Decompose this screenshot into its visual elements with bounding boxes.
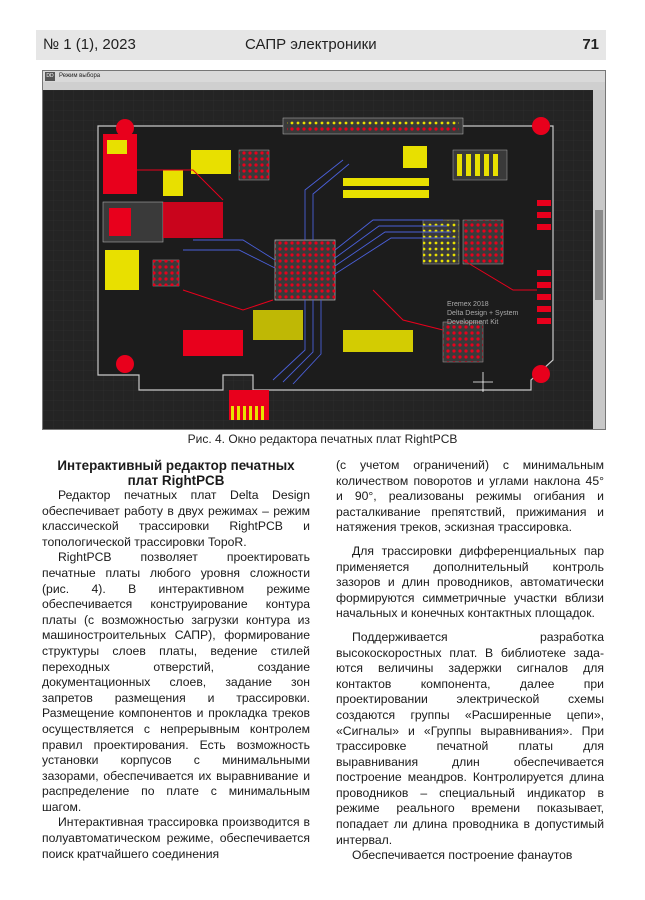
- paragraph: (с учетом ограничений) с минимальным количеством поворотов и углами наклона 45° и 90°, реализованы режимы огибания и расталкивание препятствий, прижимания и натяжения треков, эскизная трассировка.: [336, 458, 604, 535]
- pcb-editor-screenshot: [42, 70, 606, 430]
- board-silkscreen-line: Development Kit: [447, 319, 499, 326]
- mode-label: Режим выбора: [59, 73, 101, 79]
- mounting-hole: [532, 117, 550, 135]
- editor-toolbar: [43, 71, 605, 82]
- journal-title: САПР электроники: [245, 36, 377, 53]
- paragraph: Поддерживается разработка высокоскоростных плат. В библиотеке зада-ются величины задержки сигналов для контактов компонента, далее при проектировании электрической схемы создаются группы «Расширенные цепи», «Сигналы» и «Группы выравнивания». При трассировке печатной платы для выравнивания длин обеспечивается построение меандров. Контролируется длина проводников – специальный индикатор в режиме реального времени показывает, попадает ли длина проводника в допустимый интервал.: [336, 629, 604, 847]
- figure-caption: Рис. 4. Окно редактора печатных плат RightPCB: [187, 432, 458, 446]
- mounting-hole: [532, 365, 550, 383]
- paragraph: Обеспечивается построение фанаутов: [352, 848, 573, 863]
- page-header: [36, 30, 606, 60]
- section-title: Интерактивный редактор печатных плат RightPCB: [57, 458, 295, 488]
- mounting-hole: [116, 355, 134, 373]
- paragraph: Для трассировки дифференциальных пар применяется дополнительный контроль зазоров и длин проводников, автоматически формируются симметричные участки вблизи начальных и конечных контактных площадок.: [336, 543, 604, 621]
- paragraph: RightPCB позволяет проектировать печатные платы любого уровня сложности (рис. 4). В интерактивном режиме обеспечивается конструирование контура платы (с возможностью загрузки контура из машиностроительных САПР), формирование структуры слоев платы, ведение стилей переходных отверстий, создание документационных слоев, задание зон запретов размещения и трассировки. Размещение компонентов и прокладка треков осуществляется с непрерывным контролем правил проектирования. Есть возможность установки корпусов с минимальными зазорами, обеспечивается их выравнивание и распределение по плате с минимальным шагом.: [42, 550, 310, 814]
- paragraph: Интерактивная трассировка производится в полуавтоматическом режиме, обеспечивается поиск кратчайшего соединения: [42, 815, 310, 861]
- app-icon[interactable]: DD: [46, 73, 54, 79]
- board-silkscreen-line: Delta Design + System: [447, 310, 519, 317]
- pcb-canvas[interactable]: [43, 90, 593, 429]
- paragraph: Редактор печатных плат Delta Design обеспечивает работу в двух режимах – режим классической трассировки RightPCB и топологической трассировки TopoR.: [42, 488, 310, 549]
- board-silkscreen-line: Eremex 2018: [447, 301, 489, 308]
- page-number: 71: [582, 36, 599, 53]
- left-column: [42, 458, 310, 862]
- vertical-scrollbar[interactable]: [593, 90, 605, 429]
- issue-number: № 1 (1), 2023: [43, 36, 136, 53]
- scrollbar-thumb[interactable]: [595, 210, 603, 300]
- right-column: [336, 458, 604, 864]
